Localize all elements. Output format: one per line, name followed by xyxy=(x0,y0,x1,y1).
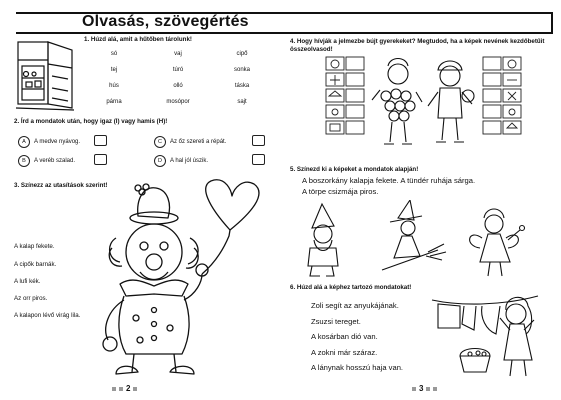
task6-line: A kosárban dió van. xyxy=(311,332,378,341)
answer-box[interactable] xyxy=(252,154,265,165)
answer-box[interactable] xyxy=(94,135,107,146)
tf-statement: A hal jól úszik. xyxy=(170,158,209,164)
task3-instruction: 3. Színezz az utasítások szerint! xyxy=(14,182,108,189)
tf-statement: A veréb szalad. xyxy=(34,158,76,164)
page-number: 2 xyxy=(126,384,131,393)
tf-item-c xyxy=(154,136,226,148)
word-cell[interactable]: mosópor xyxy=(166,99,190,105)
tf-item-b xyxy=(18,155,75,167)
word-cell[interactable]: olló xyxy=(173,83,183,89)
page-number-left xyxy=(112,384,137,393)
word-cell[interactable]: sonka xyxy=(233,67,250,73)
costumed-children-illustration xyxy=(368,52,480,152)
task5-line: A boszorkány kalapja fekete. A tündér ruhája sárga. xyxy=(302,176,476,185)
word-cell[interactable]: vaj xyxy=(174,51,182,57)
letter-badge: B xyxy=(18,155,30,167)
word-cell[interactable]: sajt xyxy=(237,99,247,105)
letter-badge: C xyxy=(154,136,166,148)
word-cell[interactable]: párna xyxy=(106,99,122,105)
word-cell[interactable]: cipő xyxy=(236,51,248,57)
tf-item-a xyxy=(18,136,80,148)
word-cell[interactable]: táska xyxy=(234,83,250,89)
task3-line: A kalap fekete. xyxy=(14,243,55,250)
laundry-illustration xyxy=(430,284,540,380)
page-number-right xyxy=(412,384,437,393)
page-number: 3 xyxy=(419,384,424,393)
picture-grid-left xyxy=(325,56,367,138)
answer-box[interactable] xyxy=(252,135,265,146)
task5-line: A törpe csizmája piros. xyxy=(302,187,379,196)
word-cell[interactable]: tej xyxy=(110,67,118,73)
answer-box[interactable] xyxy=(94,154,107,165)
tf-statement: Az őz szereti a répát. xyxy=(170,139,227,145)
letter-badge: A xyxy=(18,136,30,148)
fridge-illustration xyxy=(12,36,80,114)
task6-line: A lánynak hosszú haja van. xyxy=(311,363,404,372)
word-cell[interactable]: hús xyxy=(109,83,119,89)
task5-instruction: 5. Színezd ki a képeket a mondatok alapján! xyxy=(290,166,419,173)
task1-word-table xyxy=(82,46,274,110)
task6-line: A zokni már száraz. xyxy=(311,348,378,357)
task3-line: Az orr piros. xyxy=(14,295,48,302)
task4-instruction: 4. Hogy hívják a jelmezbe bújt gyerekeket? Megtudod, ha a képek nevének kezdőbetűit összeolvasod! xyxy=(290,38,545,53)
task6-line: Zsuzsi tereget. xyxy=(311,317,361,326)
page-title: Olvasás, szövegértés xyxy=(82,13,249,30)
clown-illustration xyxy=(98,178,276,388)
task2-instruction: 2. Írd a mondatok után, hogy igaz (I) vagy hamis (H)! xyxy=(14,118,168,125)
letter-badge: D xyxy=(154,155,166,167)
word-cell[interactable]: túró xyxy=(172,67,184,73)
dwarf-witch-fairy-illustration xyxy=(298,200,534,280)
task3-line: A cipők barnák. xyxy=(14,261,57,268)
task6-instruction: 6. Húzd alá a képhez tartozó mondatokat! xyxy=(290,284,412,291)
word-cell[interactable]: só xyxy=(110,51,118,57)
picture-grid-right xyxy=(482,56,524,138)
task3-line: A kalapon lévő virág lila. xyxy=(14,312,81,319)
tf-statement: A medve nyávog. xyxy=(34,139,81,145)
task3-line: A lufi kék. xyxy=(14,278,41,285)
task1-instruction: 1. Húzd alá, amit a hűtőben tárolunk! xyxy=(84,36,192,43)
task6-line: Zoli segít az anyukájának. xyxy=(311,301,399,310)
tf-item-d xyxy=(154,155,208,167)
